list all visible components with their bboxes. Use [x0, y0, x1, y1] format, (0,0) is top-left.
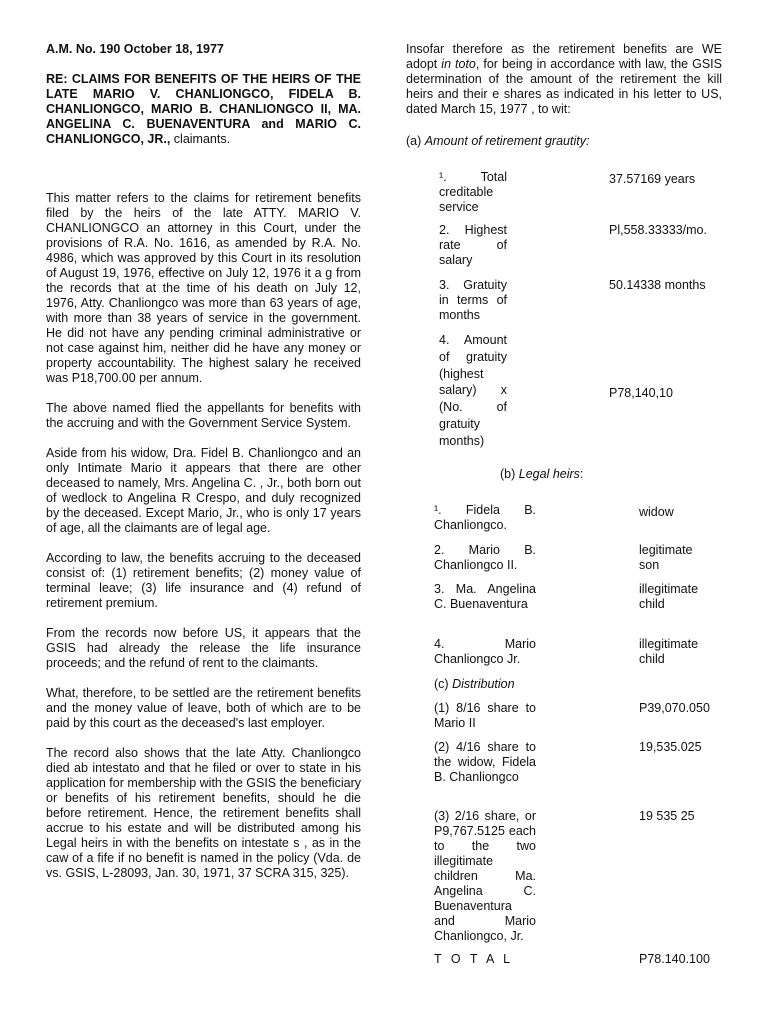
section-a-row-1-value: 37.57169 years — [609, 172, 696, 186]
right-column — [406, 42, 722, 117]
right-intro — [406, 42, 722, 117]
paragraph-2: The above named flied the appellants for benefits with the accruing and with the Government Service System. — [46, 401, 361, 430]
paragraph-4: According to law, the benefits accruing to the deceased consist of: (1) retirement benefits; (2) money value of terminal leave; (3) life insurance and (4) refund of retirement premium. — [46, 551, 361, 610]
section-b-row-1-value: widow — [639, 505, 674, 519]
section-a-row-4-label: 4. Amount of gratuity (highest salary) x (No. of gratuity months) — [439, 333, 507, 448]
section-a-prefix: (a) — [406, 134, 422, 148]
section-b-colon: : — [579, 467, 584, 481]
section-a-row-1-label: ¹. Total creditable service — [439, 170, 507, 214]
total-value: P78.140.100 — [639, 952, 710, 966]
section-c-row-1-value: P39,070.050 — [639, 701, 710, 715]
section-c-row-1-label: (1) 8/16 share to Mario II — [434, 701, 536, 730]
section-b-row-4-value: illegitimate child — [639, 637, 699, 666]
section-b-row-3-value: illegitimate child — [639, 582, 699, 611]
left-column — [46, 42, 361, 896]
case-number: A.M. No. 190 October 18, 1977 — [46, 42, 224, 56]
case-caption — [46, 72, 361, 147]
section-a-title: Amount of retirement grautity: — [424, 134, 590, 148]
section-b-row-3-label: 3. Ma. Angelina C. Buenaventura — [434, 582, 536, 611]
paragraph-1: This matter refers to the claims for retirement benefits filed by the heirs of the late ATTY. MARIO V. CHANLIONGCO an attorney in this Court, under the provisions of R.A. No. 1616, as amended by R.A. No. 4986, which was approved by this Court in its resolution of August 19, 1976, effective on July 12, 1976 it a g from the records that at the time of his death on July 12, 1976, Atty. Chanliongco was more than 63 years of age, with more than 38 years of service in the government. He did not have any pending criminal administrative or not case against him, neither did he have any money or property accountability. The highest salary he received was P18,700.00 per annum. — [46, 191, 361, 385]
section-b-title: Legal heirs — [518, 467, 580, 481]
total-label: T O T A L — [434, 952, 514, 966]
section-b-heading — [500, 467, 583, 482]
section-b-row-4-label: 4. Mario Chanliongco Jr. — [434, 637, 536, 666]
case-caption-suffix: claimants. — [173, 132, 231, 146]
intro-before: Insofar therefore as the retirement benefits are WE adopt — [406, 42, 722, 71]
section-c-heading — [434, 677, 515, 692]
section-a-row-2-value: Pl,558.33333/mo. — [609, 223, 707, 237]
section-a-row-3-value: 50.14338 months — [609, 278, 706, 292]
section-c-row-2-label: (2) 4/16 share to the widow, Fidela B. Chanliongco — [434, 740, 536, 784]
section-a-row-4-value: P78,140,10 — [609, 386, 673, 400]
section-a-row-3-label: 3. Gratuity in terms of months — [439, 278, 507, 322]
paragraph-3: Aside from his widow, Dra. Fidel B. Chanliongco and an only Intimate Mario it appears that there are other deceased to namely, Mrs. Angelina C. , Jr., both born out of wedlock to Angelina R Crespo, and duly recognized by the deceased. Except Mario, Jr., who is only 17 years of age, all the claimants are of legal age. — [46, 446, 361, 535]
paragraph-5: From the records now before US, it appears that the GSIS had already the release the life insurance proceeds; and the refund of rent to the claimants. — [46, 626, 361, 670]
paragraph-7: The record also shows that the late Atty. Chanliongco died ab intestato and that he filed or over to state in his application for membership with the GSIS the beneficiary or benefits of his retirement benefits, should he die before retirement. Hence, the retirement benefits shall accrue to his estate and will be distributed among his Legal heirs in with the benefits on intestate s , as in the caw of a fife if no benefit is named in the policy (Vda. de vs. GSIS, L-28093, Jan. 30, 1971, 37 SCRA 315, 325). — [46, 746, 361, 880]
section-c-row-3-value: 19 535 25 — [639, 809, 695, 823]
intro-italic: in toto — [441, 57, 476, 71]
section-c-row-2-value: 19,535.025 — [639, 740, 702, 754]
section-b-row-1-label: ¹. Fidela B. Chanliongco. — [434, 503, 536, 532]
section-b-row-2-label: 2. Mario B. Chanliongco II. — [434, 543, 536, 572]
case-caption-text: RE: CLAIMS FOR BENEFITS OF THE HEIRS OF THE LATE MARIO V. CHANLIONGCO, FIDELA B. CHANLIONGCO, MARIO B. CHANLIONGCO II, MA. ANGELINA C. BUENAVENTURA and MARIO C. CHANLIONGCO, JR., — [46, 72, 361, 146]
section-a-heading — [406, 134, 589, 149]
intro-after: , for being in accordance with law, the GSIS determination of the amount of the retirement the kill heirs and their e shares as indicated in his letter to US, dated March 15, 1977 , to wit: — [406, 57, 722, 116]
section-b-row-2-value: legitimate son — [639, 543, 693, 572]
section-c-prefix: (c) — [434, 677, 449, 691]
section-b-prefix: (b) — [500, 467, 516, 481]
section-c-row-3-label: (3) 2/16 share, or P9,767.5125 each to the two illegitimate children Ma. Angelina C. Buenaventura and Mario Chanliongco, Jr. — [434, 809, 536, 943]
paragraph-6: What, therefore, to be settled are the retirement benefits and the money value of leave, both of which are to be paid by this court as the deceased's last employer. — [46, 686, 361, 730]
section-c-title: Distribution — [452, 677, 515, 691]
section-a-row-2-label: 2. Highest rate of salary — [439, 223, 507, 267]
